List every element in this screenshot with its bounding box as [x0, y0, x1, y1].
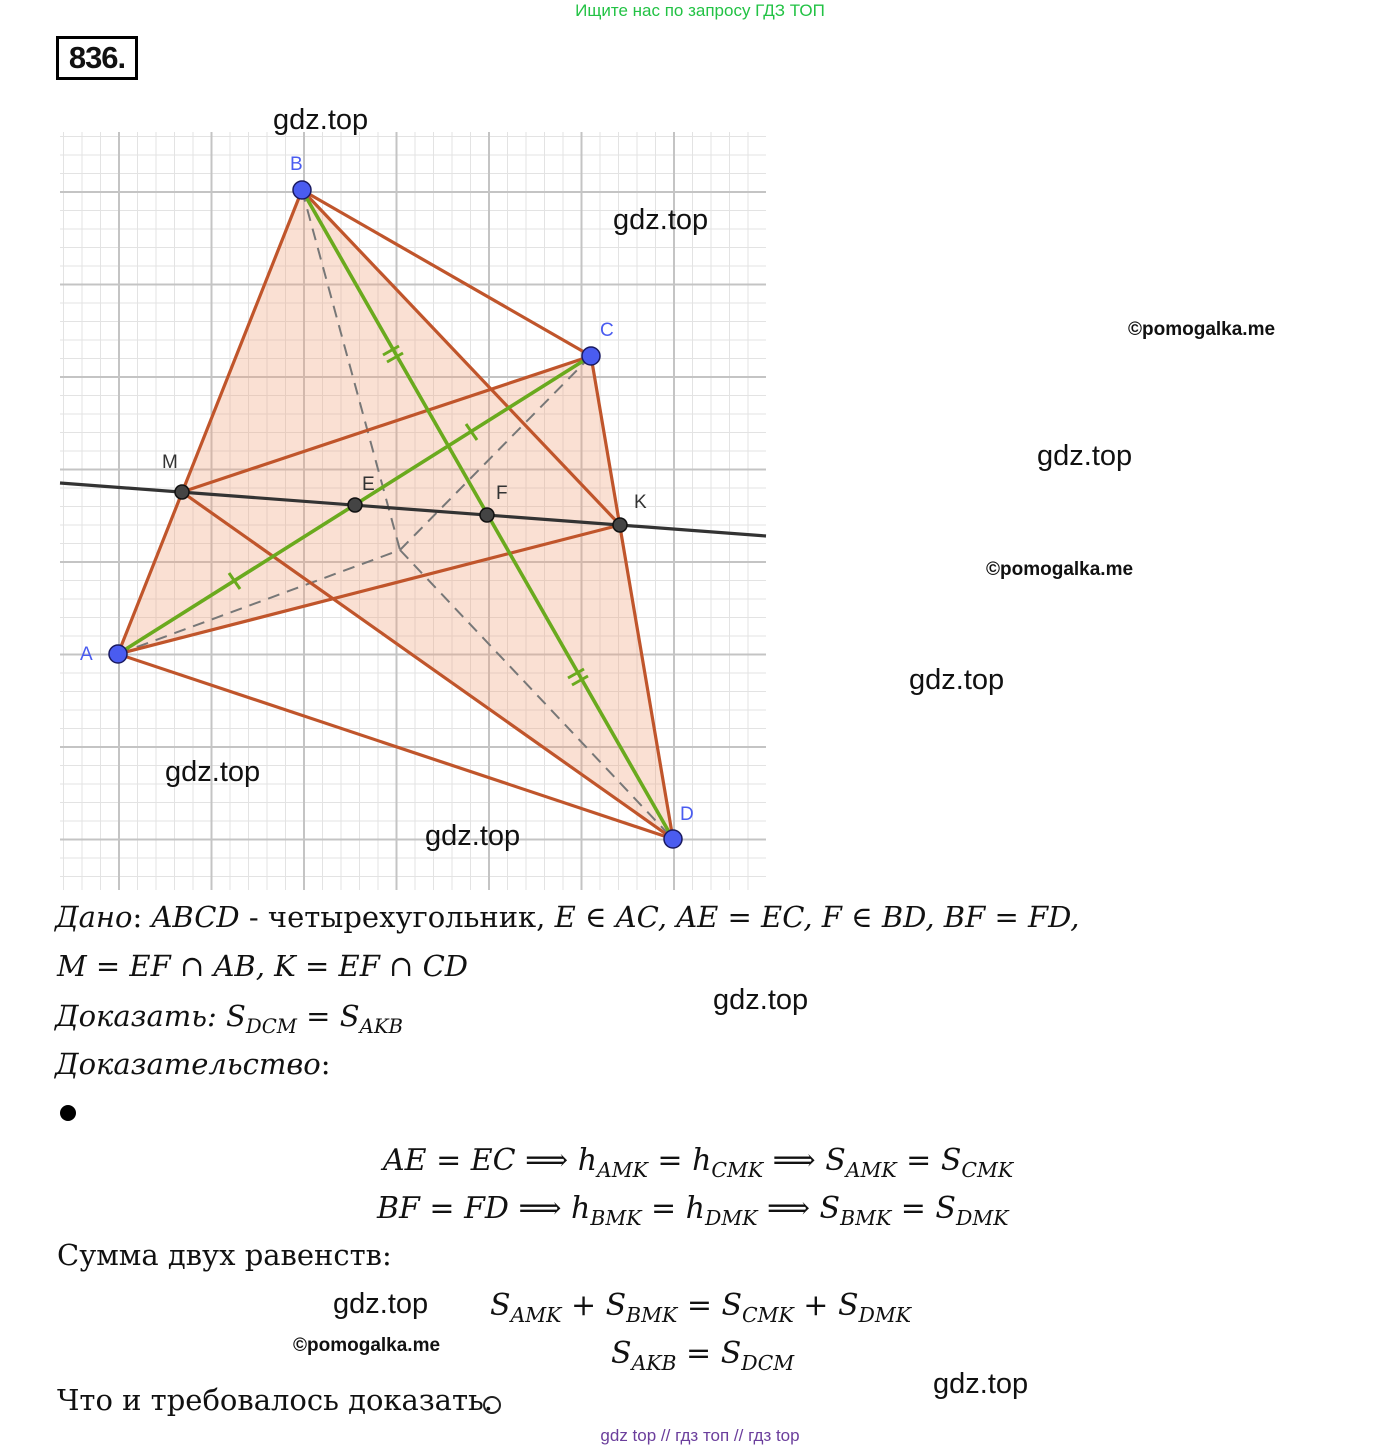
watermark-gdz: gdz.top [165, 756, 261, 788]
point-d [664, 830, 682, 848]
footer-links[interactable]: gdz top // гдз топ // гдз top [600, 1426, 800, 1445]
point-c [582, 347, 600, 365]
watermark-gdz: gdz.top [425, 820, 521, 852]
watermark-gdz: gdz.top [1037, 440, 1133, 472]
label-f: F [496, 483, 508, 504]
given-text: - четырехугольник, [239, 900, 555, 934]
given-line-1: Дано: ABCD - четырехугольник, E ∈ AC, AE = EC, F ∈ BD, BF = FD, [55, 900, 1080, 934]
watermark-gdz: gdz.top [333, 1288, 429, 1320]
point-f [480, 508, 494, 522]
prove-statement: Доказать: $S_{DCM} = S_{AKB}$ [55, 999, 404, 1038]
search-hint-banner: Ищите нас по запросу ГДЗ ТОП [575, 1, 825, 20]
bullet [60, 1105, 76, 1121]
given-conditions: E ∈ AC, AE = EC, F ∈ BD, BF = FD, [554, 900, 1080, 934]
watermark-gdz: gdz.top [909, 664, 1005, 696]
label-e: E [362, 474, 375, 495]
given-label: Дано [55, 900, 133, 934]
equation-3: $S_{AMK} + S_{BMK} = S_{CMK} + S_{DMK}$ [490, 1288, 911, 1328]
watermark-pomogalka: ©pomogalka.me [293, 1335, 441, 1356]
conclusion: Что и требовалось доказать. [57, 1383, 494, 1417]
watermark-pomogalka: ©pomogalka.me [986, 559, 1134, 580]
watermark-pomogalka: ©pomogalka.me [1128, 319, 1276, 340]
proof-label: Доказательство [55, 1047, 321, 1081]
prove-label: Доказать: [55, 999, 227, 1033]
qed-circle-icon [483, 1396, 501, 1414]
label-k: K [634, 492, 647, 513]
label-b: B [290, 154, 303, 175]
sum-label: Сумма двух равенств: [57, 1238, 392, 1272]
given-line-2: M = EF ∩ AB, K = EF ∩ CD [57, 949, 469, 983]
point-e [348, 498, 362, 512]
watermark-gdz: gdz.top [933, 1368, 1029, 1400]
label-c: C [600, 320, 614, 341]
point-a [109, 645, 127, 663]
label-m: M [162, 452, 178, 473]
given-quadrilateral: ABCD [151, 900, 240, 934]
watermark-gdz: gdz.top [613, 204, 709, 236]
point-k [613, 518, 627, 532]
label-a: A [80, 644, 93, 665]
proof-heading: Доказательство: [55, 1047, 331, 1081]
problem-number: 836. [56, 36, 138, 80]
point-b [293, 181, 311, 199]
point-m [175, 485, 189, 499]
watermark-gdz: gdz.top [713, 984, 809, 1016]
equation-1: AE = EC ⟹ $h_{AMK} = h_{CMK}$ ⟹ $S_{AMK} = S_{CMK}$ [383, 1143, 1014, 1183]
label-d: D [680, 804, 694, 825]
equation-4: $S_{AKB} = S_{DCM}$ [611, 1336, 795, 1376]
watermark-gdz: gdz.top [273, 104, 369, 136]
equation-2: BF = FD ⟹ $h_{BMK} = h_{DMK}$ ⟹ $S_{BMK} = S_{DMK}$ [377, 1191, 1009, 1231]
